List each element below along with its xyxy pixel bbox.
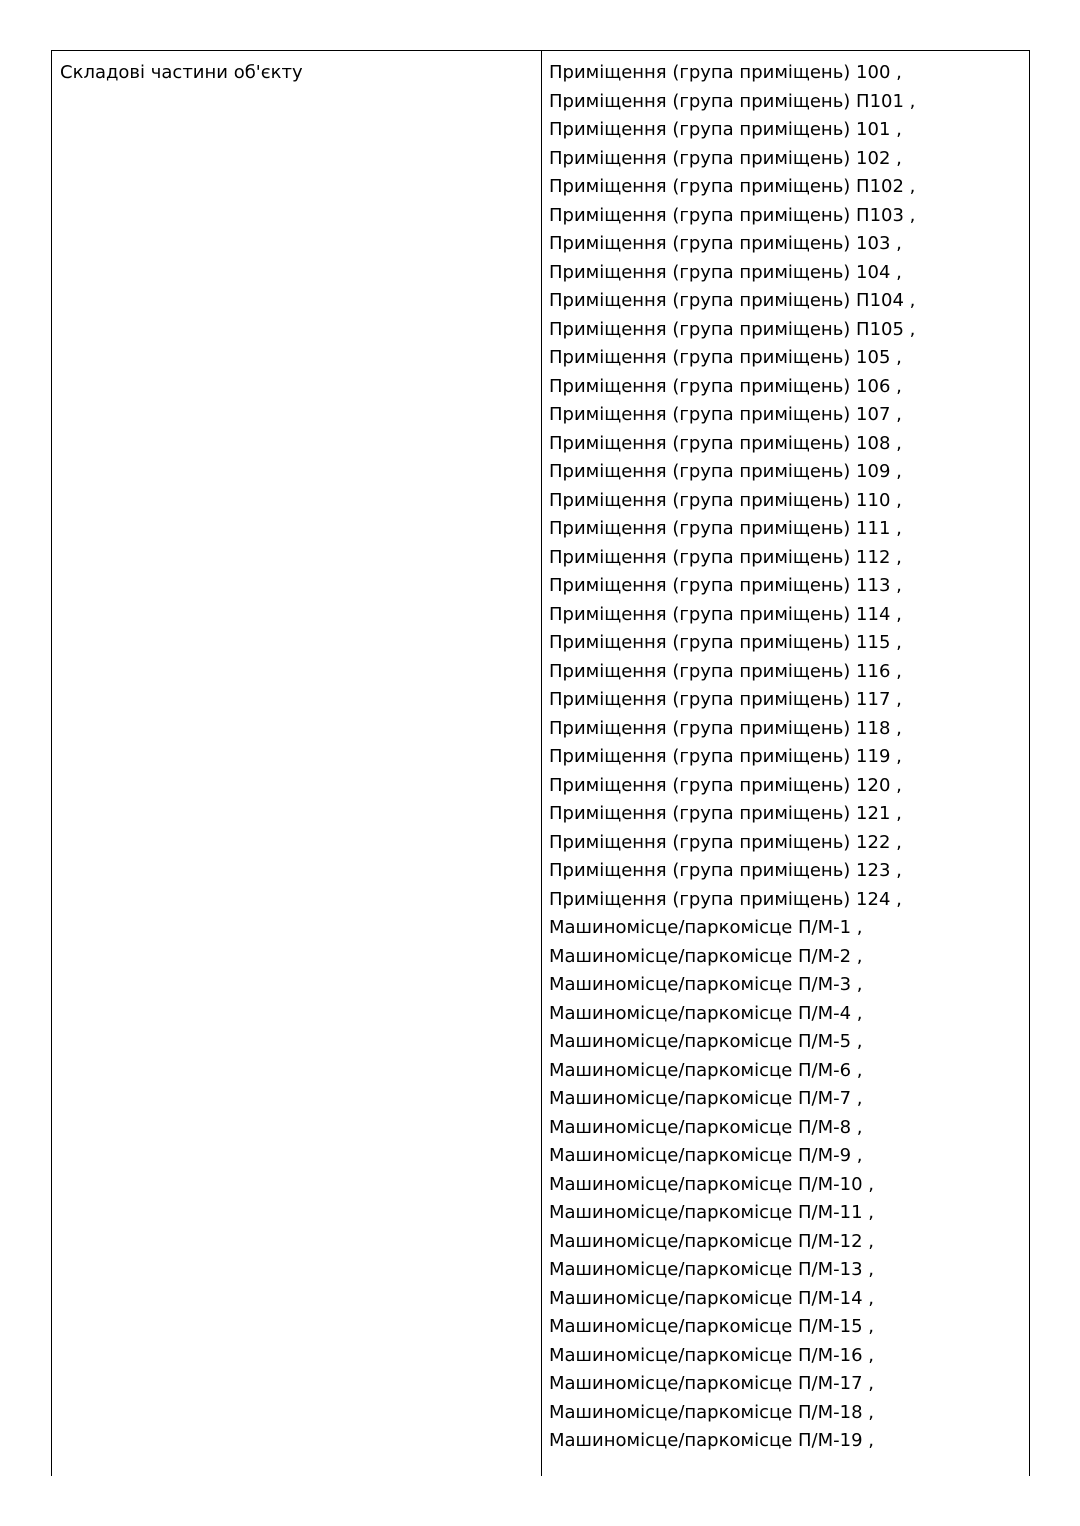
object-part-item: Машиномісце/паркомісце П/М-1 ,: [549, 917, 863, 938]
object-part-item: Машиномісце/паркомісце П/М-19 ,: [549, 1430, 874, 1451]
column-divider: [541, 51, 542, 1476]
object-part-item: Машиномісце/паркомісце П/М-13 ,: [549, 1259, 874, 1280]
object-part-item: Приміщення (група приміщень) 111 ,: [549, 518, 902, 539]
object-part-item: Приміщення (група приміщень) 116 ,: [549, 660, 902, 682]
object-part-item: Машиномісце/паркомісце П/М-14 ,: [549, 1287, 874, 1309]
object-part-item: Приміщення (група приміщень) 123 ,: [549, 860, 902, 881]
object-part-item: Приміщення (група приміщень) 109 ,: [549, 461, 902, 482]
object-part-item: Машиномісце/паркомісце П/М-18 ,: [549, 1401, 874, 1423]
object-part-item: Приміщення (група приміщень) 105 ,: [549, 347, 902, 368]
object-part-item: Машиномісце/паркомісце П/М-12 ,: [549, 1230, 874, 1252]
object-part-item: Машиномісце/паркомісце П/М-9 ,: [549, 1145, 863, 1166]
object-part-item: Приміщення (група приміщень) 114 ,: [549, 603, 902, 625]
object-part-item: Приміщення (група приміщень) П102 ,: [549, 176, 916, 197]
object-part-item: Приміщення (група приміщень) 107 ,: [549, 404, 902, 425]
object-part-item: Машиномісце/паркомісце П/М-8 ,: [549, 1116, 863, 1138]
object-part-item: Приміщення (група приміщень) 103 ,: [549, 233, 902, 254]
object-part-item: Приміщення (група приміщень) П104 ,: [549, 290, 916, 311]
object-part-item: Приміщення (група приміщень) 117 ,: [549, 689, 902, 710]
object-part-item: Приміщення (група приміщень) 110 ,: [549, 489, 902, 511]
object-part-item: Приміщення (група приміщень) П101 ,: [549, 90, 916, 112]
object-part-item: Приміщення (група приміщень) 104 ,: [549, 261, 902, 283]
object-part-item: Приміщення (група приміщень) 101 ,: [549, 119, 902, 140]
object-parts-list: [549, 63, 915, 1460]
object-part-item: Приміщення (група приміщень) П103 ,: [549, 204, 916, 226]
object-part-item: Машиномісце/паркомісце П/М-4 ,: [549, 1002, 863, 1024]
object-part-item: Приміщення (група приміщень) П105 ,: [549, 318, 916, 340]
object-part-item: Машиномісце/паркомісце П/М-11 ,: [549, 1202, 874, 1223]
object-part-item: Машиномісце/паркомісце П/М-6 ,: [549, 1059, 863, 1081]
object-part-item: Машиномісце/паркомісце П/М-15 ,: [549, 1316, 874, 1337]
row-value-cell: [549, 63, 915, 1460]
object-part-item: Приміщення (група приміщень) 121 ,: [549, 803, 902, 824]
object-part-item: Приміщення (група приміщень) 120 ,: [549, 774, 902, 796]
object-part-item: Приміщення (група приміщень) 106 ,: [549, 375, 902, 397]
object-part-item: Машиномісце/паркомісце П/М-17 ,: [549, 1373, 874, 1394]
object-part-item: Машиномісце/паркомісце П/М-10 ,: [549, 1173, 874, 1195]
object-part-item: Приміщення (група приміщень) 113 ,: [549, 575, 902, 596]
object-part-item: Приміщення (група приміщень) 119 ,: [549, 746, 902, 767]
object-part-item: Приміщення (група приміщень) 122 ,: [549, 831, 902, 853]
object-part-item: Приміщення (група приміщень) 100 ,: [549, 62, 902, 83]
object-part-item: Машиномісце/паркомісце П/М-5 ,: [549, 1031, 863, 1052]
object-part-item: Машиномісце/паркомісце П/М-16 ,: [549, 1344, 874, 1366]
object-part-item: Приміщення (група приміщень) 112 ,: [549, 546, 902, 568]
object-part-item: Приміщення (група приміщень) 124 ,: [549, 888, 902, 910]
object-part-item: Машиномісце/паркомісце П/М-7 ,: [549, 1088, 863, 1109]
object-parts-table: [51, 50, 1030, 1476]
object-part-item: Приміщення (група приміщень) 102 ,: [549, 147, 902, 169]
row-label: Складові частини об'єкту: [60, 62, 303, 83]
object-part-item: Приміщення (група приміщень) 115 ,: [549, 632, 902, 653]
object-part-item: Приміщення (група приміщень) 118 ,: [549, 717, 902, 739]
object-part-item: Машиномісце/паркомісце П/М-3 ,: [549, 974, 863, 995]
object-part-item: Приміщення (група приміщень) 108 ,: [549, 432, 902, 454]
object-part-item: Машиномісце/паркомісце П/М-2 ,: [549, 945, 863, 967]
